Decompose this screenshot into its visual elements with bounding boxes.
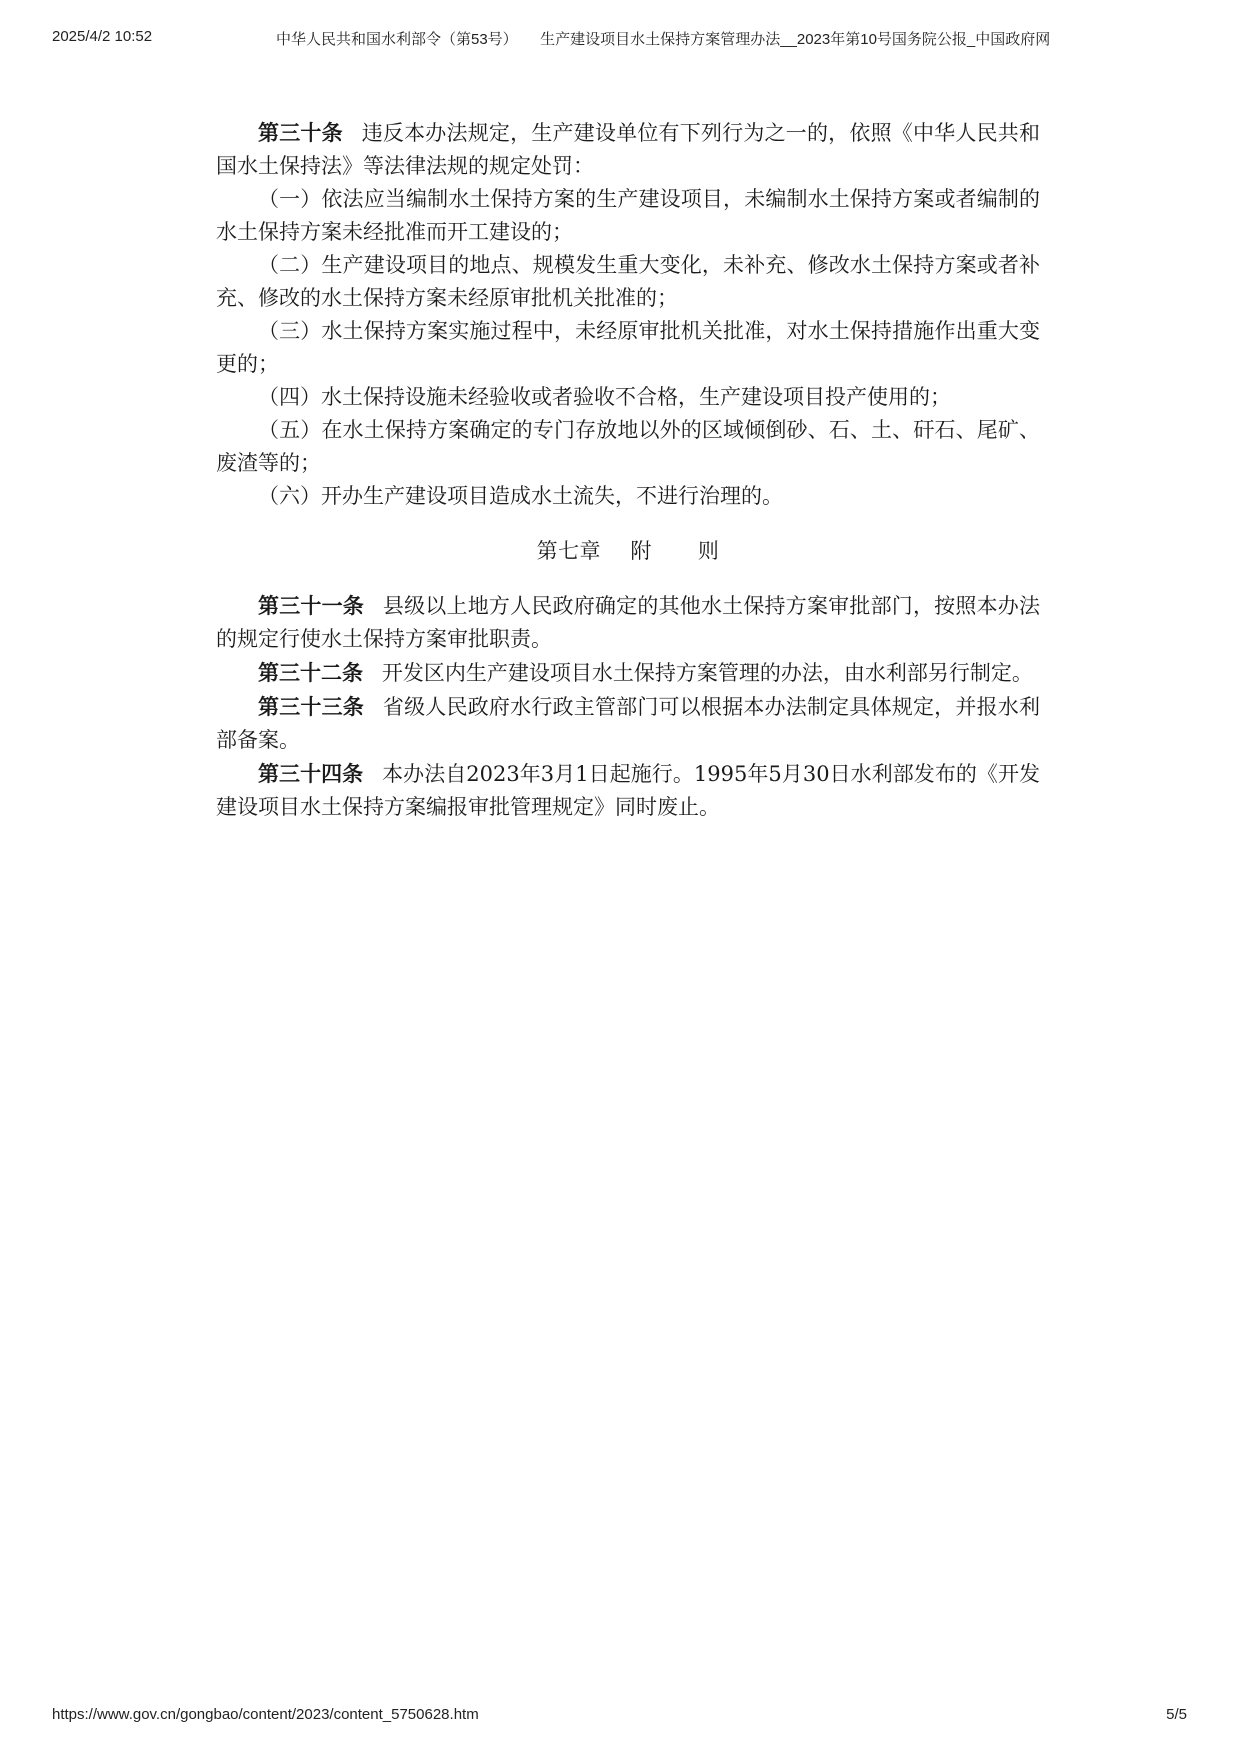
document-body: [216, 116, 1040, 824]
article-33: [216, 690, 1040, 757]
print-page-title: 中华人民共和国水利部令（第53号） 生产建设项目水土保持方案管理办法__2023年第10号国务院公报_中国政府网: [276, 31, 1051, 48]
article-30-item-2: （二）生产建设项目的地点、规模发生重大变化，未补充、修改水土保持方案或者补充、修改的水土保持方案未经原审批机关批准的；: [216, 253, 1040, 310]
article-34-text: 本办法自2023年3月1日起施行。1995年5月30日水利部发布的《开发建设项目水土保持方案编报审批管理规定》同时废止。: [216, 762, 1040, 819]
article-30-item-6: （六）开办生产建设项目造成水土流失，不进行治理的。: [258, 484, 783, 508]
article-32-text: 开发区内生产建设项目水土保持方案管理的办法，由水利部另行制定。: [381, 661, 1033, 685]
article-33-text: 省级人民政府水行政主管部门可以根据本办法制定具体规定，并报水利部备案。: [216, 695, 1040, 752]
page-number: 5/5: [1166, 1706, 1187, 1723]
chapter-heading: [216, 535, 1040, 568]
article-32: [216, 656, 1040, 690]
print-footer: [0, 1706, 1240, 1730]
print-datetime: 2025/4/2 10:52: [52, 28, 153, 45]
article-30: [216, 116, 1040, 183]
chapter-title-part-1: 附: [630, 539, 652, 563]
chapter-title-part-2: 则: [697, 539, 720, 563]
article-30-text: 违反本办法规定，生产建设单位有下列行为之一的，依照《中华人民共和国水土保持法》等法律法规的规定处罚：: [216, 121, 1040, 178]
article-31-text: 县级以上地方人民政府确定的其他水土保持方案审批部门，按照本办法的规定行使水土保持方案审批职责。: [216, 594, 1040, 651]
article-31-label: 第三十一条: [258, 593, 365, 618]
article-30-item-1: （一）依法应当编制水土保持方案的生产建设项目，未编制水土保持方案或者编制的水土保持方案未经批准而开工建设的；: [216, 187, 1040, 244]
article-34: [216, 757, 1040, 824]
article-30-item-3: （三）水土保持方案实施过程中，未经原审批机关批准，对水土保持措施作出重大变更的；: [216, 319, 1040, 376]
article-30-item-4: （四）水土保持设施未经验收或者验收不合格，生产建设项目投产使用的；: [258, 385, 951, 409]
chapter-number: 第七章: [536, 539, 601, 563]
print-header: [0, 28, 1240, 52]
article-30-label: 第三十条: [258, 120, 343, 145]
article-34-label: 第三十四条: [258, 761, 364, 786]
article-32-label: 第三十二条: [258, 660, 363, 685]
article-33-label: 第三十三条: [258, 694, 365, 719]
article-30-item-5: （五）在水土保持方案确定的专门存放地以外的区域倾倒砂、石、土、矸石、尾矿、废渣等的；: [216, 418, 1040, 475]
article-31: [216, 589, 1040, 656]
page-url: https://www.gov.cn/gongbao/content/2023/content_5750628.htm: [52, 1706, 479, 1723]
